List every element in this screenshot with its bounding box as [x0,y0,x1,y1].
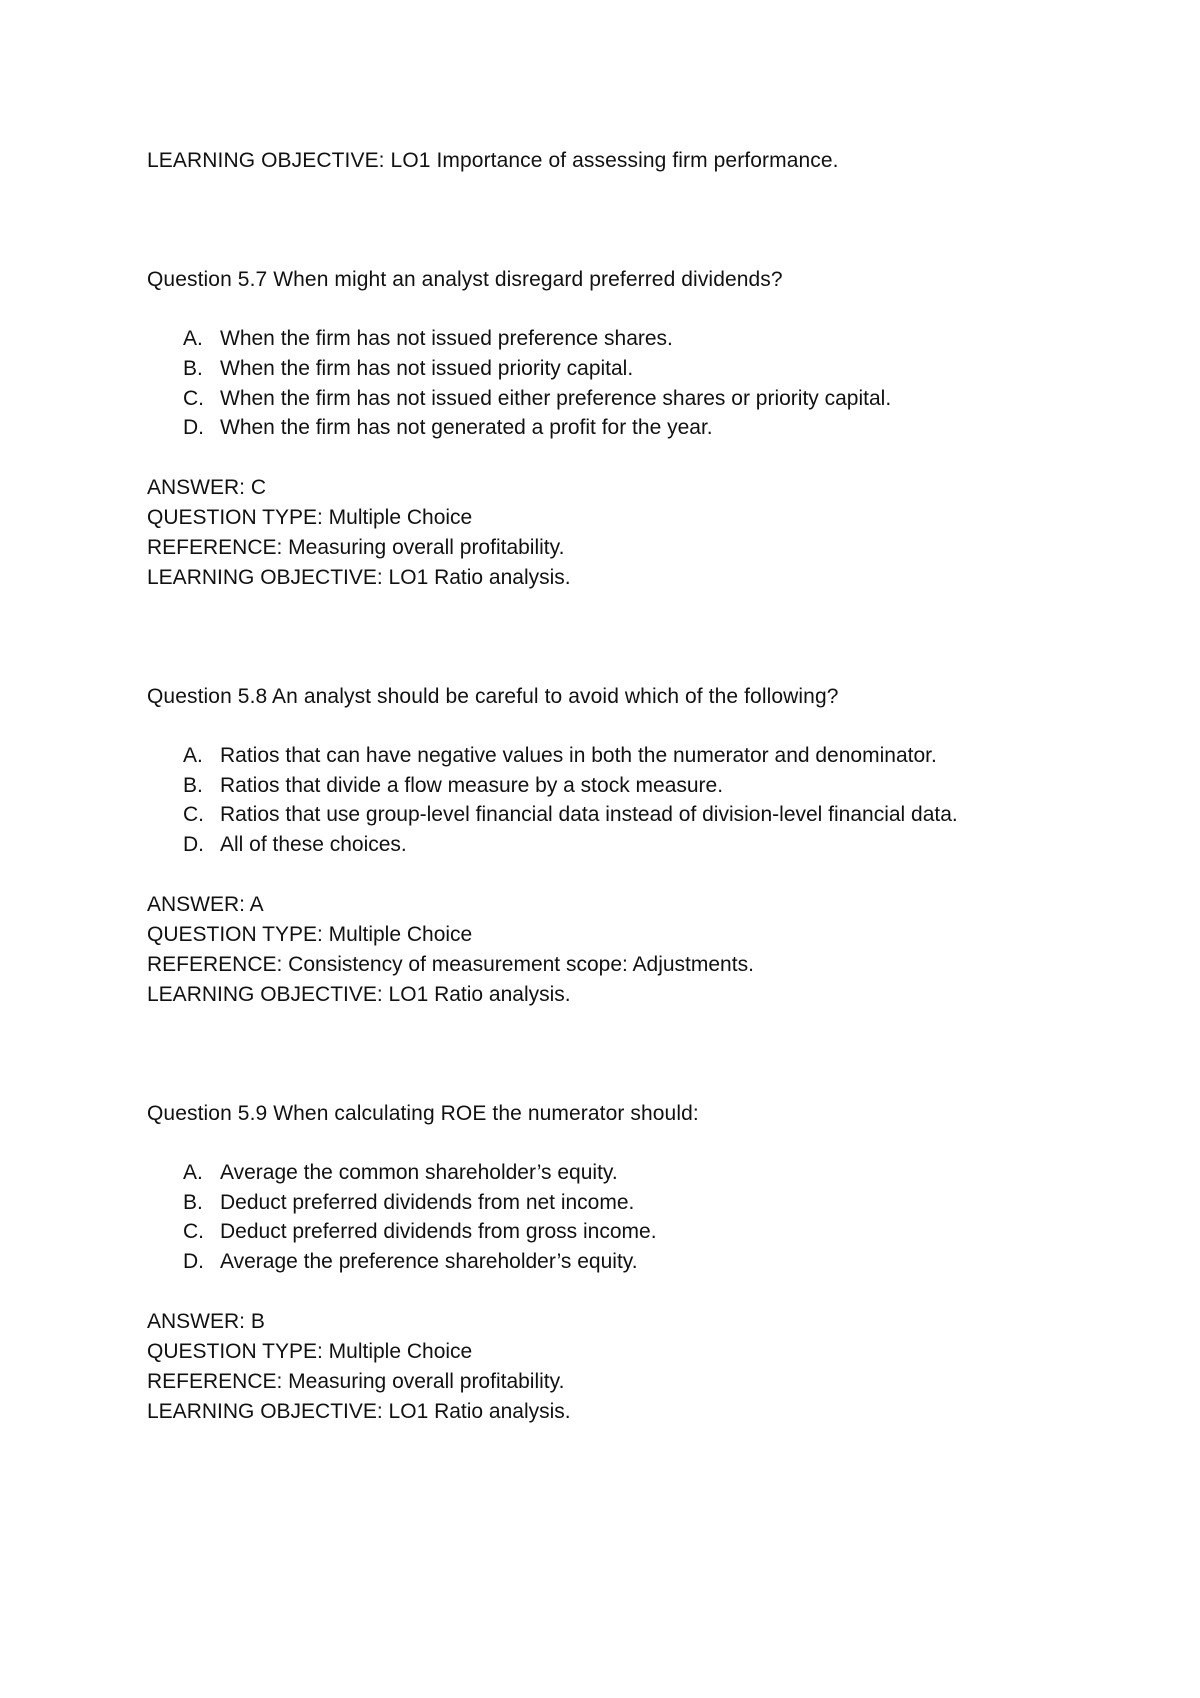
option-letter: C. [183,387,204,410]
question-prompt: Question 5.9 When calculating ROE the numerator should: [147,1102,699,1125]
learning-objective: LEARNING OBJECTIVE: LO1 Ratio analysis. [147,566,571,589]
reference: REFERENCE: Consistency of measurement scope: Adjustments. [147,953,754,976]
answer-key: ANSWER: C [147,476,267,499]
question-type: QUESTION TYPE: Multiple Choice [147,506,473,529]
answer-metadata [147,890,754,1010]
option-letter: B. [183,357,203,380]
option-letter: B. [183,1191,203,1214]
question-prompt: Question 5.8 An analyst should be careful to avoid which of the following? [147,685,839,708]
option-text: Deduct preferred dividends from net income. [220,1191,635,1214]
reference: REFERENCE: Measuring overall profitability. [147,536,565,559]
option-text: Ratios that can have negative values in both the numerator and denominator. [220,744,937,767]
option-letter: D. [183,416,204,439]
option-text: Average the common shareholder’s equity. [220,1161,618,1184]
learning-objective: LEARNING OBJECTIVE: LO1 Ratio analysis. [147,1400,571,1423]
option-letter: B. [183,774,203,797]
answer-metadata [147,473,571,593]
option-letter: A. [183,744,203,767]
option-text: Ratios that divide a flow measure by a stock measure. [220,774,724,797]
question-prompt: Question 5.7 When might an analyst disregard preferred dividends? [147,268,783,291]
reference: REFERENCE: Measuring overall profitability. [147,1370,565,1393]
option-letter: A. [183,327,203,350]
option-letter: C. [183,803,204,826]
option-letter: D. [183,833,204,856]
answer-key: ANSWER: B [147,1310,265,1333]
answer-metadata [147,1307,571,1427]
option-letter: D. [183,1250,204,1273]
intro-learning-objective: LEARNING OBJECTIVE: LO1 Importance of assessing firm performance. [147,149,839,172]
option-text: Deduct preferred dividends from gross income. [220,1220,657,1243]
option-text: Average the preference shareholder’s equity. [220,1250,638,1273]
option-letter: A. [183,1161,203,1184]
option-text: When the firm has not issued preference shares. [220,327,673,350]
question-type: QUESTION TYPE: Multiple Choice [147,923,473,946]
answer-key: ANSWER: A [147,893,264,916]
learning-objective: LEARNING OBJECTIVE: LO1 Ratio analysis. [147,983,571,1006]
option-text: When the firm has not issued either preference shares or priority capital. [220,387,892,410]
option-text: When the firm has not generated a profit for the year. [220,416,713,439]
option-text: All of these choices. [220,833,407,856]
option-text: Ratios that use group-level financial data instead of division-level financial data. [220,803,958,826]
option-letter: C. [183,1220,204,1243]
question-type: QUESTION TYPE: Multiple Choice [147,1340,473,1363]
option-text: When the firm has not issued priority capital. [220,357,634,380]
